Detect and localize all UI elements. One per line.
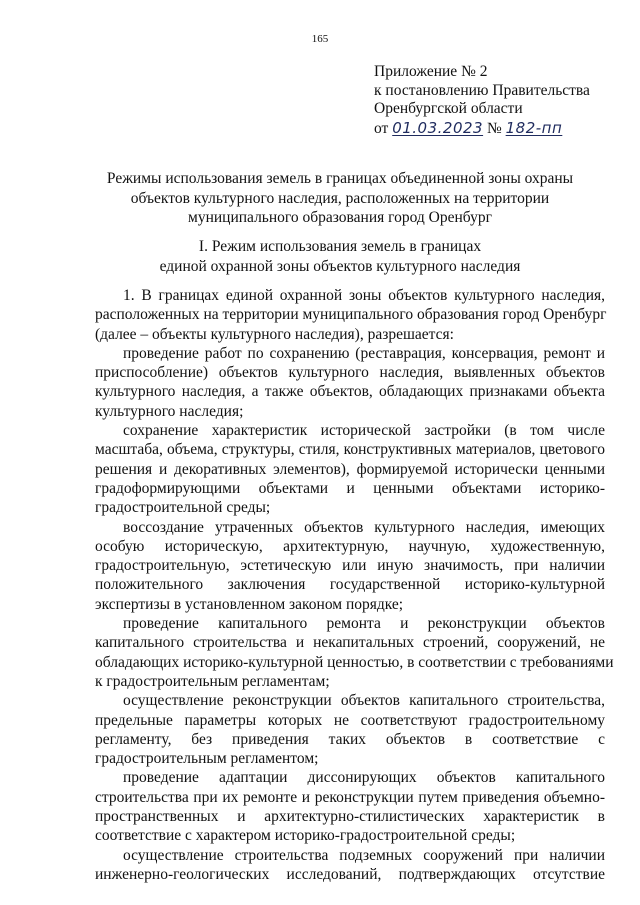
paragraph-line: положительного заключения государственной историко-культурной xyxy=(95,576,605,594)
paragraph-line: градоформирующими объектами и ценными объектами историко- xyxy=(95,479,605,497)
paragraph-line: экспертизы в установленном законом порядке; xyxy=(95,595,404,613)
paragraph-line: культурного наследия; xyxy=(95,402,244,420)
title-line: объектов культурного наследия, расположенных на территории xyxy=(130,189,550,207)
paragraph-line: капитального строительства и некапитальных строений, сооружений, не xyxy=(95,634,605,652)
paragraph-line: осуществление строительства подземных сооружений при наличии xyxy=(123,846,605,864)
paragraph-line: воссоздание утраченных объектов культурного наследия, имеющих xyxy=(123,518,605,536)
paragraph-line: проведение капитального ремонта и реконструкции объектов xyxy=(123,615,605,633)
handwritten-date: 01.03.2023 xyxy=(392,118,484,137)
paragraph xyxy=(95,518,605,614)
section-heading-line: единой охранной зоны объектов культурного наследия xyxy=(159,257,521,275)
paragraph-line: регламенту, без приведения таких объектов в соответствие с xyxy=(95,730,605,748)
appendix-header xyxy=(374,63,590,138)
number-prefix: № xyxy=(486,119,502,137)
appendix-title: Приложение № 2 xyxy=(374,63,488,80)
paragraph-line: соответствие с характером историко-градостроительной среды; xyxy=(95,827,516,845)
date-prefix: от xyxy=(374,119,389,137)
paragraph-line: проведение работ по сохранению (реставрация, консервация, ремонт и xyxy=(123,344,605,362)
paragraph-line: культурного наследия, а также объектов, обладающих признаками объекта xyxy=(95,383,605,401)
paragraph-line: особую историческую, архитектурную, научную, художественную, xyxy=(95,537,605,555)
paragraph-line: градостроительной среды; xyxy=(95,499,271,517)
paragraph-line: градостроительную, эстетическую или иную значимость, при наличии xyxy=(95,557,605,575)
paragraph-line: 1. В границах единой охранной зоны объектов культурного наследия, xyxy=(123,287,605,304)
paragraph-line: приспособление) объектов культурного наследия, выявленных объектов xyxy=(95,364,605,382)
paragraph-line: проведение адаптации диссонирующих объектов капитального xyxy=(123,769,605,787)
paragraph xyxy=(95,421,605,517)
paragraph-line: строительства при их ремонте и реконструкции путем приведения объемно- xyxy=(95,788,605,806)
paragraph-line: к градостроительным регламентам; xyxy=(95,672,330,690)
paragraph-line: (далее – объекты культурного наследия), разрешается: xyxy=(95,325,454,343)
appendix-date-line xyxy=(374,119,590,139)
paragraph xyxy=(95,344,605,421)
paragraph-line: расположенных на территории муниципального образования город Оренбург xyxy=(95,306,607,324)
paragraph-line: инженерно-геологических исследований, подтверждающих отсутствие xyxy=(95,865,605,883)
section-heading xyxy=(80,237,600,276)
page-number: 165 xyxy=(311,33,329,45)
paragraph-line: осуществление реконструкции объектов капитального строительства, xyxy=(123,692,605,710)
paragraph-line: пространственных и архитектурно-стилистических характеристик в xyxy=(95,808,605,826)
appendix-resolution: к постановлению Правительства xyxy=(374,81,590,99)
paragraph-line: решения и декоративных элементов), формируемой исторически ценными xyxy=(95,460,605,478)
paragraph xyxy=(95,846,605,885)
title-line: Режимы использования земель в границах объединенной зоны охраны xyxy=(106,170,574,187)
document-title xyxy=(80,169,600,228)
paragraph-line: масштаба, объема, структуры, стиля, конструктивных материалов, цветового xyxy=(95,441,605,459)
section-heading-line: I. Режим использования земель в границах xyxy=(198,238,482,255)
paragraph-line: градостроительным регламентом; xyxy=(95,750,319,768)
paragraph-line: обладающих историко-культурной ценностью, в соответствии с требованиями xyxy=(95,653,614,671)
appendix-region: Оренбургской области xyxy=(374,100,523,117)
title-line: муниципального образования город Оренбург xyxy=(188,209,492,226)
paragraph xyxy=(95,768,605,845)
paragraph-line: предельные параметры которых не соответствуют градостроительному xyxy=(95,711,605,729)
paragraph xyxy=(95,286,605,344)
paragraph-line: сохранение характеристик исторической застройки (в том числе xyxy=(123,422,605,440)
paragraph xyxy=(95,614,614,691)
document-body xyxy=(95,286,614,884)
paragraph xyxy=(95,691,605,768)
handwritten-number: 182-пп xyxy=(505,118,563,137)
